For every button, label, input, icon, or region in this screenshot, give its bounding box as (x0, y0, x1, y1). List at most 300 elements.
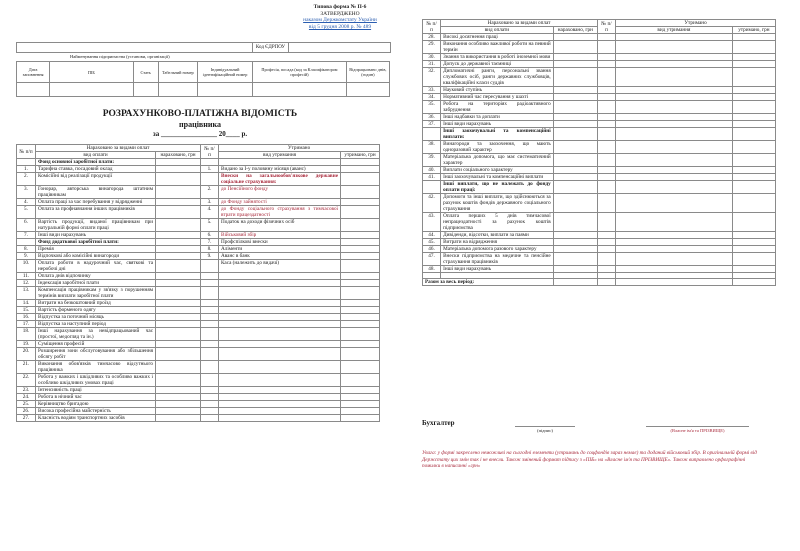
accrued-amount-cell[interactable] (553, 68, 597, 87)
deduction-type-cell[interactable] (616, 61, 733, 68)
withheld-amount-cell[interactable] (732, 154, 775, 167)
withheld-amount-cell[interactable] (341, 173, 380, 186)
accrued-amount-cell[interactable] (156, 374, 201, 387)
withheld-amount-cell[interactable] (732, 61, 775, 68)
deduction-number (597, 54, 615, 61)
accrued-amount-cell[interactable] (553, 114, 597, 121)
row-number: 22. (17, 374, 36, 387)
accrued-amount-cell[interactable] (156, 387, 201, 394)
pay-type-header: вид оплати (441, 27, 554, 34)
withheld-amount-cell[interactable] (341, 307, 380, 314)
withheld-amount-cell[interactable] (341, 415, 380, 422)
period-line: за ________________ 20____ р. (152, 130, 248, 138)
pay-type-cell: Висока професійна майстерність (36, 408, 156, 415)
deduction-type-cell[interactable] (616, 54, 733, 61)
employee-table-header (17, 62, 390, 83)
col-tax-id: Індивідуальний ідентифікаційний номер (197, 62, 252, 83)
deduction-type-cell[interactable] (616, 87, 733, 94)
accrued-amount-cell[interactable] (156, 273, 201, 280)
withheld-amount-cell[interactable] (341, 253, 380, 260)
withheld-amount-cell[interactable] (732, 121, 775, 128)
accrued-amount-cell[interactable] (553, 213, 597, 232)
withheld-amount-cell[interactable] (341, 280, 380, 287)
deduction-type-cell (219, 280, 341, 287)
accrued-amount-cell[interactable] (156, 287, 201, 300)
withheld-group-header: Утримано (616, 20, 776, 27)
accrued-amount-cell[interactable] (156, 186, 201, 199)
withheld-amount-cell[interactable] (341, 166, 380, 173)
row-number: 27. (17, 415, 36, 422)
row-number: 39. (423, 154, 441, 167)
accrued-uah-header: нараховано, грн (553, 27, 597, 34)
table-row (423, 239, 776, 246)
deduction-type-cell (219, 321, 341, 328)
withheld-amount-cell[interactable] (341, 246, 380, 253)
withheld-amount-cell[interactable] (732, 101, 775, 114)
deduction-number: 8. (201, 246, 219, 253)
table-row (423, 167, 776, 174)
withheld-amount-cell[interactable] (341, 321, 380, 328)
deduction-type-cell[interactable] (616, 239, 733, 246)
row-number: 21. (17, 361, 36, 374)
accrued-uah-header: нараховано, грн (156, 152, 201, 159)
deduction-number (201, 394, 219, 401)
deduction-type-cell[interactable] (616, 246, 733, 253)
total-empty-cell (616, 279, 733, 286)
withheld-amount-cell[interactable] (341, 206, 380, 219)
accrued-amount-cell[interactable] (156, 394, 201, 401)
row-number: 44. (423, 232, 441, 239)
accrued-amount-cell[interactable] (553, 101, 597, 114)
table-row (17, 328, 380, 341)
accrued-amount-cell[interactable] (553, 239, 597, 246)
accrued-amount-cell[interactable] (553, 141, 597, 154)
withheld-amount-cell[interactable] (732, 94, 775, 101)
pay-type-cell: Суміщення професій (36, 341, 156, 348)
total-accrued-cell[interactable] (553, 279, 597, 286)
num-header: № п/п (201, 145, 219, 159)
num-header: № п/п (597, 20, 615, 34)
row-number (17, 159, 36, 166)
deduction-type-cell (219, 394, 341, 401)
accrued-amount-cell[interactable] (553, 174, 597, 181)
row-number: 41. (423, 174, 441, 181)
days-worked-cell[interactable] (346, 83, 389, 97)
deduction-number (201, 348, 219, 361)
withheld-amount-cell[interactable] (732, 41, 775, 54)
table-row (17, 374, 380, 387)
row-number: 25. (17, 401, 36, 408)
table-row (17, 173, 380, 186)
pay-type-cell: Оплата праці за час перебування у відрядженні (36, 199, 156, 206)
withheld-amount-cell[interactable] (732, 128, 775, 141)
row-number: 36. (423, 114, 441, 121)
withheld-amount-cell[interactable] (732, 167, 775, 174)
table-row (17, 166, 380, 173)
accrued-amount-cell[interactable] (156, 415, 201, 422)
accrued-amount-cell[interactable] (156, 321, 201, 328)
row-number: 23. (17, 387, 36, 394)
row-number: 28. (423, 34, 441, 41)
deduction-type-cell[interactable] (616, 181, 733, 194)
deduction-type-cell (219, 328, 341, 341)
withheld-amount-cell[interactable] (732, 253, 775, 266)
accrued-amount-cell[interactable] (156, 307, 201, 314)
tax-id-cell[interactable] (197, 83, 252, 97)
pay-type-cell: Нормативний час пересування у шахті (441, 94, 554, 101)
accrued-amount-cell[interactable] (156, 408, 201, 415)
table-row (423, 121, 776, 128)
table-row (423, 246, 776, 253)
table-row (17, 401, 380, 408)
name-field[interactable]: (Власне ім'я та ПРІЗВИЩЕ) (646, 426, 749, 433)
accrued-amount-cell[interactable] (156, 166, 201, 173)
deduction-number (201, 374, 219, 387)
withheld-amount-cell[interactable] (341, 401, 380, 408)
deduction-number (201, 321, 219, 328)
table-row (17, 415, 380, 422)
fill-date-cell[interactable] (17, 83, 50, 97)
table-row (17, 260, 380, 273)
row-number: 19. (17, 341, 36, 348)
row-number: 43. (423, 213, 441, 232)
accrued-amount-cell[interactable] (156, 253, 201, 260)
row-number: 37. (423, 121, 441, 128)
deduction-type-cell[interactable] (616, 232, 733, 239)
withheld-amount-cell[interactable] (732, 141, 775, 154)
pay-type-cell: Оплата роботи в надурочний час, святкові та неробочі дні (36, 260, 156, 273)
pay-type-cell: Допомоги та інші виплати, що здійснюються за рахунок коштів фондів державного соціального страхування (441, 194, 554, 213)
deduction-type-cell (219, 300, 341, 307)
table-row (17, 246, 380, 253)
row-number: 8. (17, 246, 36, 253)
row-number: 14. (17, 300, 36, 307)
deduction-type-cell[interactable] (616, 128, 733, 141)
row-number: 26. (17, 408, 36, 415)
pay-type-cell: Відпустка за наступний період (36, 321, 156, 328)
deduction-type-cell (219, 415, 341, 422)
pay-type-cell: Інтенсивність праці (36, 387, 156, 394)
accrued-amount-cell[interactable] (156, 341, 201, 348)
accrued-amount-cell[interactable] (553, 121, 597, 128)
withheld-amount-cell[interactable] (732, 266, 775, 273)
deduction-type-cell[interactable] (616, 266, 733, 273)
accrued-amount-cell[interactable] (553, 253, 597, 266)
col-days-worked: Відпрацьовано днів, (годин) (346, 62, 389, 83)
enterprise-name-field[interactable] (16, 42, 391, 53)
table-row (423, 54, 776, 61)
deduction-type-cell (219, 387, 341, 394)
withheld-amount-cell[interactable] (732, 34, 775, 41)
table-row (17, 186, 380, 199)
withheld-amount-cell[interactable] (341, 387, 380, 394)
num-header: № п/п (17, 145, 36, 159)
accrued-amount-cell[interactable] (156, 159, 201, 166)
deduction-number (597, 34, 615, 41)
deduction-type-cell: до Фонду соціального страхування з тимчасової втрати працездатності (219, 206, 341, 219)
accrued-amount-cell[interactable] (156, 232, 201, 239)
deduction-type-cell[interactable] (616, 41, 733, 54)
withheld-amount-cell[interactable] (341, 199, 380, 206)
deduction-type-cell[interactable] (616, 121, 733, 128)
withheld-amount-cell[interactable] (341, 341, 380, 348)
deduction-number (201, 173, 219, 186)
table-row (17, 273, 380, 280)
document-title: РОЗРАХУНКОВО-ПЛАТІЖНА ВІДОМІСТЬ (102, 109, 298, 119)
table-row (17, 253, 380, 260)
withheld-amount-cell[interactable] (732, 246, 775, 253)
withheld-amount-cell[interactable] (341, 314, 380, 321)
withheld-amount-cell[interactable] (732, 181, 775, 194)
pay-type-cell: Фонд основної заробітної плати: (36, 159, 156, 166)
deduction-type-cell: до Фонду зайнятості (219, 199, 341, 206)
accrued-amount-cell[interactable] (553, 34, 597, 41)
row-number: 38. (423, 141, 441, 154)
deduction-type-cell[interactable] (616, 34, 733, 41)
accrued-amount-cell[interactable] (553, 232, 597, 239)
withheld-amount-cell[interactable] (732, 194, 775, 213)
pay-type-cell: Виконання обов'язків тимчасово відсутнього працівника (36, 361, 156, 374)
deduction-type-cell: Каса (належить до видачі) (219, 260, 341, 273)
accrued-amount-cell[interactable] (553, 128, 597, 141)
deduction-number (597, 266, 615, 273)
personnel-number-cell[interactable] (158, 83, 197, 97)
deduction-number (201, 328, 219, 341)
accrued-amount-cell[interactable] (553, 154, 597, 167)
row-number: 11. (17, 273, 36, 280)
accrued-amount-cell[interactable] (553, 61, 597, 68)
pay-type-cell: Виконання особливо важливої роботи на певний термін (441, 41, 554, 54)
deduction-type-cell[interactable] (616, 213, 733, 232)
withheld-uah-header: утримано, грн (732, 27, 775, 34)
table-row (423, 232, 776, 239)
withheld-amount-cell[interactable] (732, 87, 775, 94)
row-number (423, 181, 441, 194)
withheld-amount-cell[interactable] (732, 114, 775, 121)
accrued-amount-cell[interactable] (156, 300, 201, 307)
accrued-amount-cell[interactable] (156, 206, 201, 219)
accrued-amount-cell[interactable] (156, 348, 201, 361)
deduction-type-cell[interactable] (616, 253, 733, 266)
row-number: 13. (17, 287, 36, 300)
deduction-type-cell: Профспілкові внески (219, 239, 341, 246)
col-personnel-number: Табельний номер (158, 62, 197, 83)
col-profession: Професія, посада (код за Класифікатором професій) (253, 62, 347, 83)
table-row (17, 408, 380, 415)
total-withheld-cell[interactable] (732, 279, 775, 286)
deduction-number (201, 280, 219, 287)
withheld-amount-cell[interactable] (732, 213, 775, 232)
edrpou-label: Код ЄДРПОУ (252, 43, 289, 52)
row-number (423, 128, 441, 141)
warning-note: Увага: у формі закреслено неможливі на сьогодні елементи (утримань до соцфондів зараз немає) та доданий військовий збір. В оригінальній формі від Держстату цих змін так і не внесли. Також змінений формат підпису з «ПІБ» на «Власне ім'я та ПРІЗВИЩЕ». Також виправлено орфографічні помилки в написанні «грн» (422, 450, 757, 469)
deduction-number (597, 61, 615, 68)
withheld-amount-cell[interactable] (341, 374, 380, 387)
accrued-amount-cell[interactable] (156, 314, 201, 321)
deduction-number: 6. (201, 232, 219, 239)
pay-type-cell: Оплата за профнавчання інших працівників (36, 206, 156, 219)
withheld-amount-cell[interactable] (341, 287, 380, 300)
row-number: 18. (17, 328, 36, 341)
pay-type-cell: Робота на територіях радіоактивного забруднення (441, 101, 554, 114)
deduction-type-cell[interactable] (616, 174, 733, 181)
row-number: 4. (17, 199, 36, 206)
deduction-type-cell[interactable] (616, 68, 733, 87)
pay-type-cell: Інші заохочувальні та компенсаційні виплати (441, 174, 554, 181)
row-number: 45. (423, 239, 441, 246)
deduction-number (597, 154, 615, 167)
table-row (423, 174, 776, 181)
accrued-amount-cell[interactable] (156, 401, 201, 408)
signature-field[interactable]: (підпис) (515, 426, 575, 433)
table-row (17, 280, 380, 287)
deduction-number (597, 253, 615, 266)
row-number: 42. (423, 194, 441, 213)
employee-table-row[interactable] (17, 83, 390, 97)
row-number: 5. (17, 206, 36, 219)
gender-cell[interactable] (133, 83, 158, 97)
table-row (17, 206, 380, 219)
row-number: 10. (17, 260, 36, 273)
table-row (423, 154, 776, 167)
withheld-amount-cell[interactable] (341, 260, 380, 273)
withheld-amount-cell[interactable] (341, 361, 380, 374)
accrued-amount-cell[interactable] (553, 54, 597, 61)
deduction-number (201, 314, 219, 321)
accrued-amount-cell[interactable] (156, 260, 201, 273)
total-empty-cell (597, 279, 615, 286)
deduction-type-cell[interactable] (616, 194, 733, 213)
deduction-type-cell: Аліменти (219, 246, 341, 253)
deduction-number (201, 361, 219, 374)
deduction-number (201, 273, 219, 280)
col-full-name: ПІБ (50, 62, 133, 83)
withheld-amount-cell[interactable] (732, 68, 775, 87)
deduction-number (201, 415, 219, 422)
table-row (17, 307, 380, 314)
withheld-amount-cell[interactable] (341, 348, 380, 361)
deduction-number: 2. (201, 186, 219, 199)
table-row (423, 266, 776, 273)
col-gender: Стать (133, 62, 158, 83)
deduction-number (597, 232, 615, 239)
deduction-type-cell[interactable] (616, 101, 733, 114)
accrued-amount-cell[interactable] (553, 181, 597, 194)
row-number: 9. (17, 253, 36, 260)
withheld-amount-cell[interactable] (341, 159, 380, 166)
deduction-type-cell[interactable] (616, 114, 733, 121)
table-row (17, 287, 380, 300)
right-page (410, 0, 800, 551)
accrued-amount-cell[interactable] (553, 87, 597, 94)
withheld-amount-cell[interactable] (341, 408, 380, 415)
withheld-amount-cell[interactable] (341, 232, 380, 239)
withheld-amount-cell[interactable] (341, 219, 380, 232)
deduction-type-cell (219, 348, 341, 361)
accrued-group-header: Нараховано за видами оплат (441, 20, 598, 27)
deduction-number (597, 213, 615, 232)
deduction-number (597, 68, 615, 87)
pay-type-cell: Інші види нарахувань (36, 232, 156, 239)
withheld-amount-cell[interactable] (341, 394, 380, 401)
withhold-type-header: вид утримання (219, 152, 341, 159)
pay-type-cell: Допуск до державної таємниці (441, 61, 554, 68)
deduction-number (201, 387, 219, 394)
table-row (17, 387, 380, 394)
withheld-amount-cell[interactable] (732, 232, 775, 239)
withheld-amount-cell[interactable] (732, 174, 775, 181)
pay-type-cell: Інші заохочувальні та компенсаційні виплати: (441, 128, 554, 141)
deduction-type-cell[interactable] (616, 141, 733, 154)
deduction-type-cell: Видано за І-у половину місяця (аванс) (219, 166, 341, 173)
table-row (17, 159, 380, 166)
deduction-number (201, 307, 219, 314)
row-number: 32. (423, 68, 441, 87)
accrued-amount-cell[interactable] (553, 167, 597, 174)
accountant-label: Бухгалтер (422, 419, 455, 427)
document-subtitle: працівника (179, 120, 221, 129)
payroll-table-right (422, 19, 776, 286)
accrued-amount-cell[interactable] (553, 41, 597, 54)
row-number: 15. (17, 307, 36, 314)
accrued-amount-cell[interactable] (553, 194, 597, 213)
deduction-type-cell: Податок на доходи фізичних осіб (219, 219, 341, 232)
deduction-number (201, 341, 219, 348)
accrued-amount-cell[interactable] (553, 94, 597, 101)
withheld-amount-cell[interactable] (341, 273, 380, 280)
deduction-type-cell[interactable] (616, 94, 733, 101)
deduction-type-cell (219, 314, 341, 321)
withheld-amount-cell[interactable] (341, 300, 380, 307)
table-row (17, 321, 380, 328)
order-date-link[interactable]: від 5 грудня 2008 р. № 489 (308, 23, 372, 30)
full-name-cell[interactable] (50, 83, 133, 97)
table-row (423, 194, 776, 213)
pay-type-cell: Дивіденди, відсотки, виплати за паями (441, 232, 554, 239)
withheld-amount-cell[interactable] (341, 186, 380, 199)
accrued-amount-cell[interactable] (156, 219, 201, 232)
withheld-amount-cell[interactable] (732, 54, 775, 61)
accrued-amount-cell[interactable] (156, 173, 201, 186)
row-number: 46. (423, 246, 441, 253)
withheld-amount-cell[interactable] (341, 328, 380, 341)
deduction-type-cell[interactable] (616, 154, 733, 167)
order-link[interactable]: наказом Держкомстату України (303, 17, 377, 24)
row-number (17, 239, 36, 246)
deduction-number (597, 194, 615, 213)
deduction-number: 4. (201, 206, 219, 219)
deduction-number (201, 159, 219, 166)
profession-cell[interactable] (253, 83, 347, 97)
accrued-amount-cell[interactable] (156, 361, 201, 374)
table-row (423, 114, 776, 121)
accrued-amount-cell[interactable] (156, 246, 201, 253)
accrued-amount-cell[interactable] (156, 280, 201, 287)
deduction-type-cell[interactable] (616, 167, 733, 174)
withheld-amount-cell[interactable] (341, 239, 380, 246)
accrued-amount-cell[interactable] (553, 246, 597, 253)
table-row (17, 219, 380, 232)
org-name-label: Найменування підприємства (установи, організації) (70, 54, 170, 59)
accrued-amount-cell[interactable] (553, 266, 597, 273)
deduction-number (597, 141, 615, 154)
pay-type-cell: Витрати на відрядження (441, 239, 554, 246)
accrued-amount-cell[interactable] (156, 239, 201, 246)
row-number: 47. (423, 253, 441, 266)
accrued-amount-cell[interactable] (156, 328, 201, 341)
accrued-amount-cell[interactable] (156, 199, 201, 206)
withheld-amount-cell[interactable] (732, 239, 775, 246)
